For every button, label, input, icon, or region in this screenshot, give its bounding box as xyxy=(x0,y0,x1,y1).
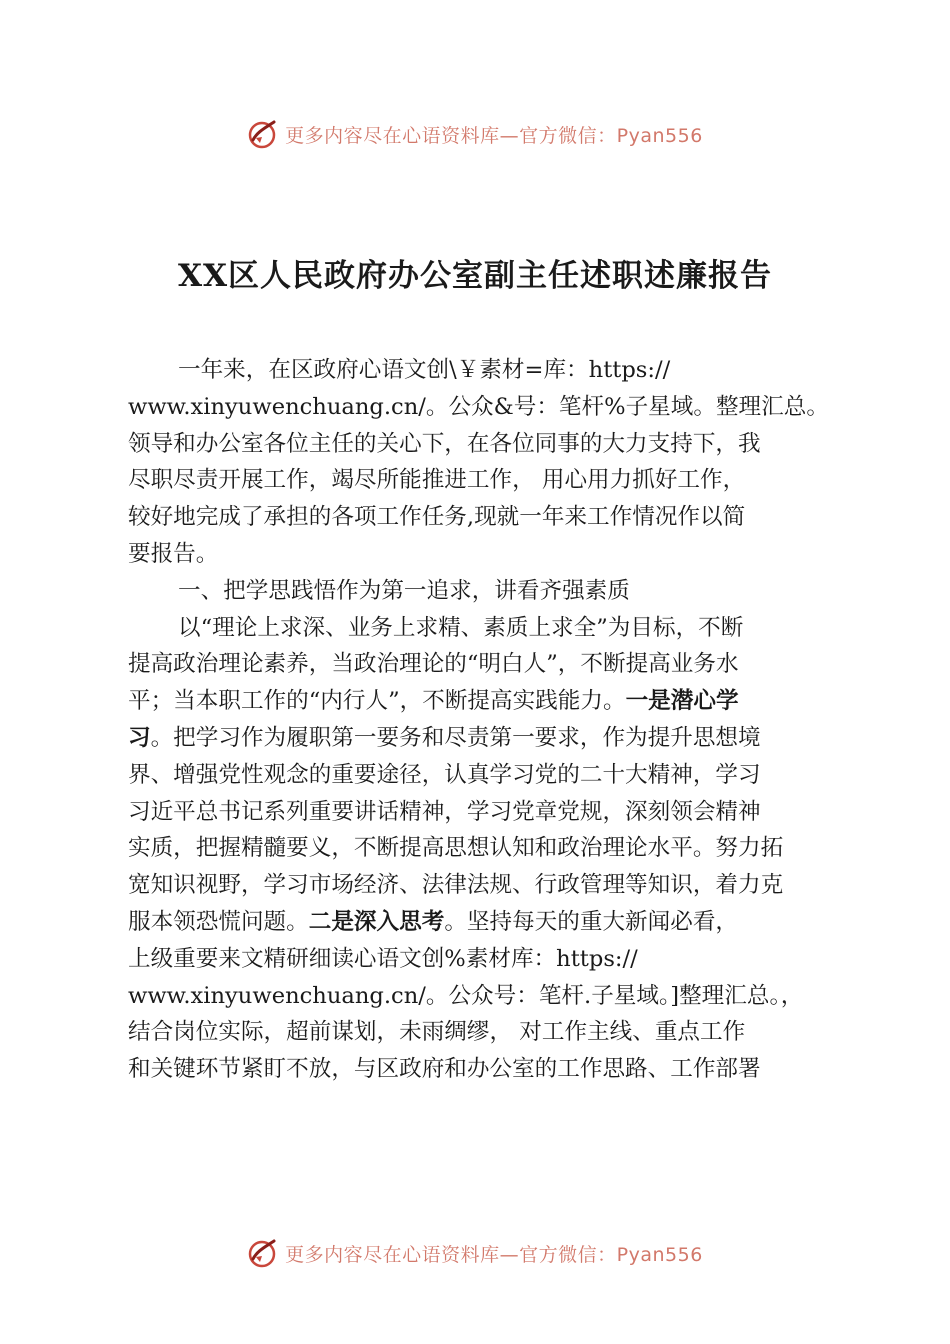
section-heading: 一、把学思践悟作为第一追求，讲看齐强素质 xyxy=(178,577,630,604)
bold-phrase: 二是深入思考 xyxy=(308,908,445,935)
text-line: 较好地完成了承担的各项工作任务,现就一年来工作情况作以简 xyxy=(128,504,746,531)
text-line: 界、增强党性观念的重要途径，认真学习党的二十大精神，学习 xyxy=(128,761,761,788)
text-line xyxy=(128,720,848,757)
text-line: 领导和办公室各位主任的关心下，在各位同事的大力支持下，我 xyxy=(128,430,761,457)
footer-banner-text: 更多内容尽在心语资料库—官方微信：Pyan556 xyxy=(285,1243,703,1266)
pen-logo-icon xyxy=(247,1237,279,1269)
text-line: 以“理论上求深、业务上求精、素质上求全”为目标，不断 xyxy=(178,614,744,641)
text-line: 和关键环节紧盯不放，与区政府和办公室的工作思路、工作部署 xyxy=(128,1056,761,1083)
text-line: 提高政治理论素养，当政治理论的“明白人”，不断提高业务水 xyxy=(128,651,739,678)
text-line: www.xinyuwenchuang.cn/。公众&号：笔杆%子星域。整理汇总。 xyxy=(128,393,829,420)
text-segment: 。坚持每天的重大新闻必看， xyxy=(444,908,739,935)
document-body xyxy=(128,352,848,1088)
text-line: 结合岗位实际，超前谋划，未雨绸缪， 对工作主线、重点工作 xyxy=(128,1019,746,1046)
text-line: 尽职尽责开展工作，竭尽所能推进工作， 用心用力抓好工作， xyxy=(128,467,746,494)
text-line: 上级重要来文精研细读心语文创%素材库：https:// xyxy=(128,945,638,972)
header-banner-text: 更多内容尽在心语资料库—官方微信：Pyan556 xyxy=(285,124,703,147)
bold-phrase: 习 xyxy=(128,724,151,751)
text-segment: 平；当本职工作的“内行人”，不断提高实践能力。 xyxy=(128,688,626,715)
pen-logo-icon xyxy=(247,118,279,150)
document-title: XX区人民政府办公室副主任述职述廉报告 xyxy=(177,258,773,294)
header-banner xyxy=(0,114,950,154)
text-segment: 服本领恐慌问题。 xyxy=(128,908,309,935)
text-line xyxy=(128,683,848,720)
text-line: 要报告。 xyxy=(128,540,219,567)
text-segment: 。把学习作为履职第一要务和尽责第一要求，作为提升思想境 xyxy=(150,724,761,751)
bold-phrase: 一是潜心学 xyxy=(625,688,739,715)
text-line: 宽知识视野，学习市场经济、法律法规、行政管理等知识，着力克 xyxy=(128,872,784,899)
text-line: 习近平总书记系列重要讲话精神，学习党章党规，深刻领会精神 xyxy=(128,798,761,825)
text-line: www.xinyuwenchuang.cn/。公众号：笔杆.子星域。]整理汇总。， xyxy=(128,982,804,1009)
footer-banner xyxy=(0,1233,950,1273)
text-line: 实质，把握精髓要义，不断提高思想认知和政治理论水平。努力拓 xyxy=(128,835,784,862)
text-line xyxy=(128,904,848,941)
text-line: 一年来，在区政府心语文创\￥素材=库：https:// xyxy=(178,357,671,383)
